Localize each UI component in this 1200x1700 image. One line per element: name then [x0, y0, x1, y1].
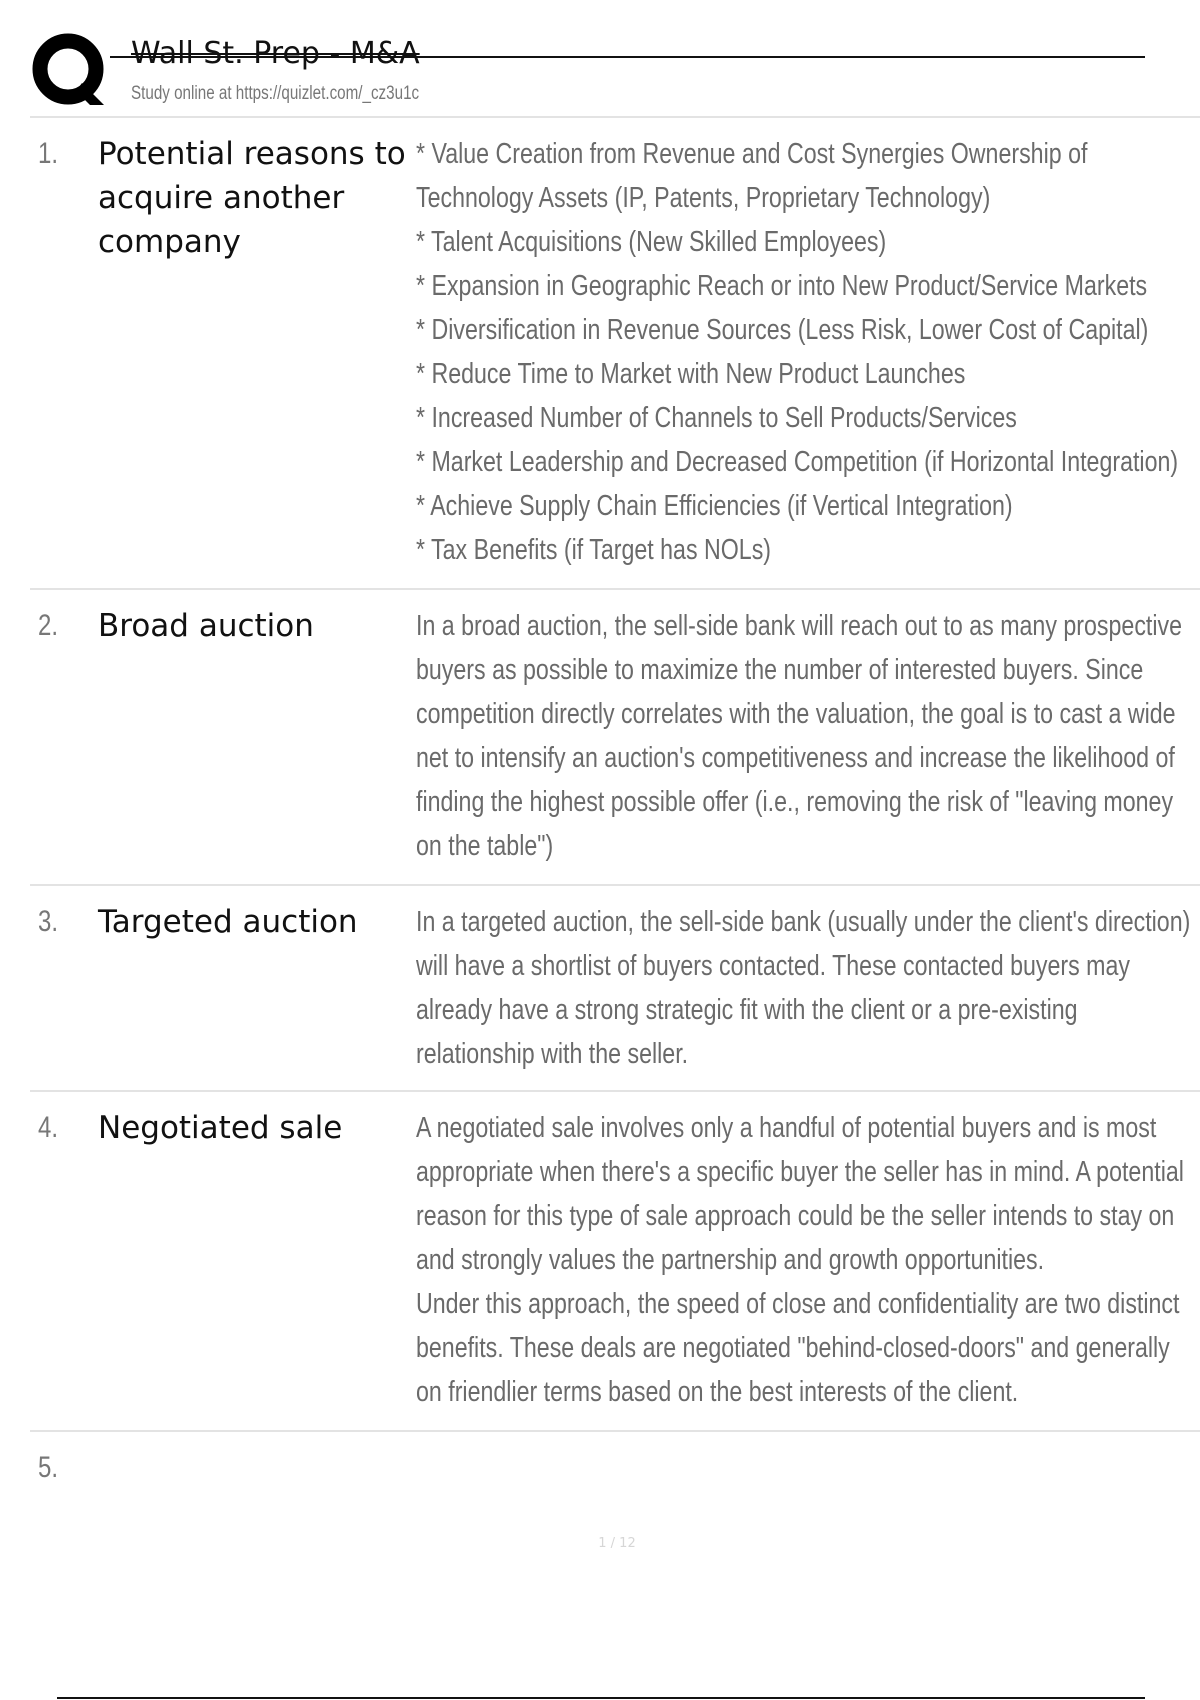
- card-number: 4.: [38, 1111, 59, 1144]
- card-term: Potential reasons to acquire another company: [98, 136, 406, 260]
- flashcard-row: [30, 1432, 1200, 1512]
- card-definition: In a targeted auction, the sell-side bank (usually under the client's direction) will have a shortlist of buyers contacted. These contacted buyers may already have a strong strategic fit with the client or a pre-existing relationship with the seller.: [416, 906, 1191, 1070]
- flashcard-list: [30, 118, 1200, 1512]
- page-number: 1 / 12: [598, 1536, 636, 1551]
- footer-divider: [57, 1697, 1145, 1699]
- flashcard-row: [30, 590, 1200, 886]
- card-number: 1.: [38, 137, 59, 170]
- card-number: 5.: [38, 1451, 59, 1484]
- card-term: Broad auction: [98, 608, 314, 644]
- card-definition-container: [416, 132, 1200, 572]
- study-online-link-text: Study online at https://quizlet.com/_cz3u1c: [131, 83, 420, 104]
- flashcard-row: [30, 1092, 1200, 1432]
- quizlet-logo-icon: [30, 31, 110, 111]
- card-definition: A negotiated sale involves only a handful of potential buyers and is most appropriate when there's a specific buyer the seller has in mind. A potential reason for this type of sale approach could be the seller intends to stay on and strongly values the partnership and growth opportunities. Under this approach, the speed of close and confidentiality are two distinct benefits. These deals are negotiated "behind-closed-doors" and generally on friendlier terms based on the best interests of the client.: [416, 1112, 1184, 1408]
- card-number: 3.: [38, 905, 59, 938]
- card-number: 2.: [38, 609, 59, 642]
- flashcard-row: [30, 886, 1200, 1092]
- card-definition-container: [416, 604, 1200, 868]
- document-title: Wall St. Prep - M&A: [131, 36, 420, 71]
- page-header: [0, 0, 1200, 118]
- card-term: Negotiated sale: [98, 1110, 343, 1146]
- card-term: Targeted auction: [98, 904, 358, 940]
- flashcard-row: [30, 118, 1200, 590]
- card-definition-container: [416, 900, 1200, 1076]
- card-definition: * Value Creation from Revenue and Cost Synergies Ownership of Technology Assets (IP, Patents, Proprietary Technology) * Talent Acquisitions (New Skilled Employees) * Expansion in Geographic Reach or into New Product/Service Markets * Diversification in Revenue Sources (Less Risk, Lower Cost of Capital) * Reduce Time to Market with New Product Launches * Increased Number of Channels to Sell Products/Services * Market Leadership and Decreased Competition (if Horizontal Integration) * Achieve Supply Chain Efficiencies (if Vertical Integration) * Tax Benefits (if Target has NOLs): [416, 138, 1179, 566]
- card-definition: In a broad auction, the sell-side bank will reach out to as many prospective buyers as possible to maximize the number of interested buyers. Since competition directly correlates with the valuation, the goal is to cast a wide net to intensify an auction's competitiveness and increase the likelihood of finding the highest possible offer (i.e., removing the risk of "leaving money on the table"): [416, 610, 1183, 862]
- card-definition-container: [416, 1106, 1200, 1414]
